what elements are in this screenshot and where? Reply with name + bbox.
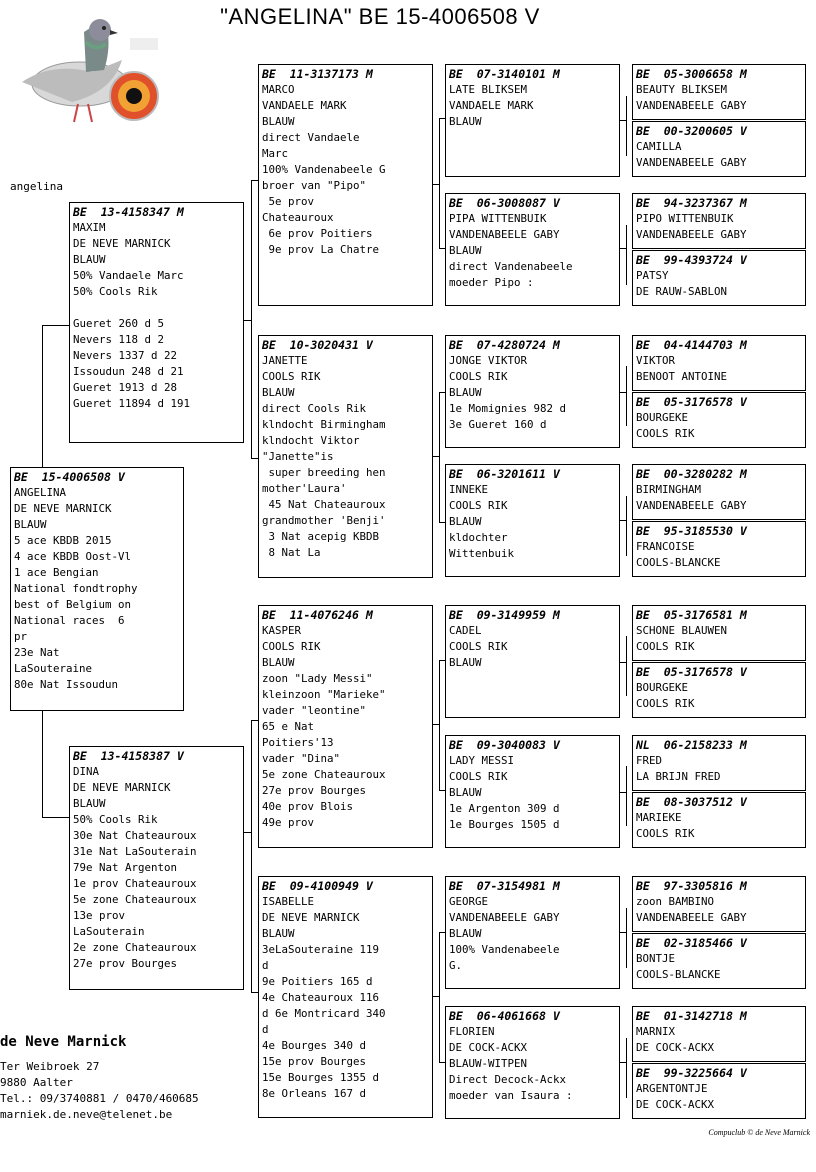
pedigree-line: 9e Poitiers 165 d bbox=[262, 975, 373, 988]
pedigree-line: National races 6 bbox=[14, 614, 125, 627]
ring-number: BE 07-3140101 M bbox=[449, 67, 560, 81]
pedigree-line: 1e Bourges 1505 d bbox=[449, 818, 560, 831]
father-card[interactable] bbox=[69, 202, 244, 443]
pedigree-line: d bbox=[262, 959, 269, 972]
great-grandparent-card[interactable] bbox=[445, 335, 620, 448]
great-grandparent-card[interactable] bbox=[445, 876, 620, 989]
pedigree-line: 1e Momignies 982 d bbox=[449, 402, 567, 415]
ring-number: BE 06-3201611 V bbox=[449, 467, 560, 481]
pigeon-name: CADEL bbox=[449, 624, 482, 637]
ring-number: BE 99-4393724 V bbox=[636, 253, 747, 267]
pigeon-name: MARIEKE bbox=[636, 811, 682, 824]
nickname-label: angelina bbox=[10, 180, 63, 193]
ring-number: BE 09-3149959 M bbox=[449, 608, 560, 622]
pedigree-line: 3eLaSouteraine 119 bbox=[262, 943, 380, 956]
pedigree-line: VANDAELE MARK bbox=[262, 99, 347, 112]
pigeon-name: MARNIX bbox=[636, 1025, 676, 1038]
gg-grandparent-card[interactable] bbox=[632, 605, 806, 661]
pedigree-line: VANDENABEELE GABY bbox=[636, 98, 747, 112]
pedigree-line: VANDAELE MARK bbox=[449, 99, 534, 112]
pedigree-line: Gueret 1913 d 28 bbox=[73, 381, 178, 394]
pigeon-name: CAMILLA bbox=[636, 140, 682, 153]
gg-grandparent-card[interactable] bbox=[632, 1063, 806, 1119]
pedigree-line: 1e Argenton 309 d bbox=[449, 802, 560, 815]
pedigree-line: d 6e Montricard 340 bbox=[262, 1007, 386, 1020]
pedigree-line: DE COCK-ACKX bbox=[449, 1041, 528, 1054]
pedigree-line: 8 Nat La bbox=[262, 546, 321, 559]
sire-line-grandfather-card[interactable] bbox=[258, 64, 433, 306]
pigeon-name: ARGENTONTJE bbox=[636, 1082, 708, 1095]
ring-number: BE 00-3280282 M bbox=[636, 467, 747, 481]
ring-number: BE 99-3225664 V bbox=[636, 1066, 747, 1080]
gg-grandparent-card[interactable] bbox=[632, 933, 806, 989]
pedigree-line: 4e Chateauroux 116 bbox=[262, 991, 380, 1004]
pigeon-name: JONGE VIKTOR bbox=[449, 354, 528, 367]
pigeon-name: MARCO bbox=[262, 83, 295, 96]
pedigree-line: 65 e Nat bbox=[262, 720, 315, 733]
pedigree-line: COOLS-BLANCKE bbox=[636, 555, 721, 569]
gg-grandparent-card[interactable] bbox=[632, 464, 806, 520]
pedigree-line: 5 ace KBDB 2015 bbox=[14, 534, 112, 547]
ring-number: BE 05-3176578 V bbox=[636, 665, 747, 679]
pedigree-line: National fondtrophy bbox=[14, 582, 138, 595]
ring-number: BE 01-3142718 M bbox=[636, 1009, 747, 1023]
ring-number: NL 06-2158233 M bbox=[636, 738, 747, 752]
pedigree-line: VANDENABEELE GABY bbox=[636, 227, 747, 241]
pedigree-line: kldochter bbox=[449, 531, 508, 544]
pedigree-line: Direct Decock-Ackx bbox=[449, 1073, 567, 1086]
pedigree-line: 3 Nat acepig KBDB bbox=[262, 530, 380, 543]
pedigree-line: BENOOT ANTOINE bbox=[636, 369, 728, 383]
pedigree-line: 27e prov Bourges bbox=[73, 957, 178, 970]
pedigree-line: klndocht Viktor bbox=[262, 434, 360, 447]
pedigree-line: 6e prov Poitiers bbox=[262, 227, 373, 240]
ring-number: BE 05-3006658 M bbox=[636, 67, 747, 81]
gg-grandparent-card[interactable] bbox=[632, 193, 806, 249]
pedigree-line: 8e Orleans 167 d bbox=[262, 1087, 367, 1100]
ring-number: BE 05-3176578 V bbox=[636, 395, 747, 409]
pedigree-line: BLAUW bbox=[449, 786, 482, 799]
pigeon-name: BOURGEKE bbox=[636, 681, 689, 694]
ring-number: BE 07-3154981 M bbox=[449, 879, 560, 893]
pedigree-line: 80e Nat Issoudun bbox=[14, 678, 119, 691]
pigeon-name: VIKTOR bbox=[636, 354, 676, 367]
pedigree-line: 1 ace Bengian bbox=[14, 566, 99, 579]
pedigree-line: COOLS RIK bbox=[636, 826, 695, 840]
pedigree-line: COOLS RIK bbox=[449, 640, 508, 653]
pedigree-line: COOLS RIK bbox=[449, 499, 508, 512]
ring-number: BE 11-3137173 M bbox=[262, 67, 373, 81]
pedigree-line: best of Belgium on bbox=[14, 598, 132, 611]
ring-number: BE 07-4280724 M bbox=[449, 338, 560, 352]
pedigree-line: pr bbox=[14, 630, 28, 643]
pedigree-line: 2e zone Chateauroux bbox=[73, 941, 197, 954]
ring-number: BE 95-3185530 V bbox=[636, 524, 747, 538]
pedigree-line: DE NEVE MARNICK bbox=[73, 781, 171, 794]
mother-card[interactable] bbox=[69, 746, 244, 990]
gg-grandparent-card[interactable] bbox=[632, 392, 806, 448]
ring-number: BE 15-4006508 V bbox=[14, 470, 125, 484]
pedigree-line: DE RAUW-SABLON bbox=[636, 284, 728, 298]
ring-number: BE 13-4158347 M bbox=[73, 205, 184, 219]
pedigree-line: Gueret 11894 d 191 bbox=[73, 397, 191, 410]
pigeon-name: DINA bbox=[73, 765, 100, 778]
pedigree-line: COOLS RIK bbox=[262, 370, 321, 383]
dam-line-grandfather-card[interactable] bbox=[258, 605, 433, 848]
pedigree-line: Chateauroux bbox=[262, 211, 334, 224]
pedigree-line: BLAUW bbox=[449, 656, 482, 669]
gg-grandparent-card[interactable] bbox=[632, 335, 806, 391]
pedigree-line: broer van "Pipo" bbox=[262, 179, 367, 192]
gg-grandparent-card[interactable] bbox=[632, 1006, 806, 1062]
pedigree-line: Wittenbuik bbox=[449, 547, 515, 560]
ring-number: BE 11-4076246 M bbox=[262, 608, 373, 622]
pedigree-line: BLAUW bbox=[449, 515, 482, 528]
ring-number: BE 09-3040083 V bbox=[449, 738, 560, 752]
pigeon-name: BONTJE bbox=[636, 952, 676, 965]
pedigree-line: BLAUW bbox=[449, 927, 482, 940]
pedigree-line: COOLS RIK bbox=[636, 639, 695, 653]
pedigree-line: VANDENABEELE GABY bbox=[449, 911, 560, 924]
pedigree-line: VANDENABEELE GABY bbox=[449, 228, 560, 241]
pedigree-line: 3e Gueret 160 d bbox=[449, 418, 547, 431]
pigeon-name: PIPA WITTENBUIK bbox=[449, 212, 547, 225]
pedigree-line: mother'Laura' bbox=[262, 482, 347, 495]
pedigree-line: 13e prov bbox=[73, 909, 126, 922]
pedigree-line: BLAUW bbox=[449, 115, 482, 128]
dam-line-grandmother-card[interactable] bbox=[258, 876, 433, 1118]
gg-grandparent-card[interactable] bbox=[632, 876, 806, 932]
pedigree-line: Nevers 1337 d 22 bbox=[73, 349, 178, 362]
pedigree-line: DE NEVE MARNICK bbox=[73, 237, 171, 250]
footer-credit: Compuclub © de Neve Marnick bbox=[708, 1128, 810, 1137]
ring-number: BE 97-3305816 M bbox=[636, 879, 747, 893]
pedigree-line: DE COCK-ACKX bbox=[636, 1097, 715, 1111]
subject-card[interactable] bbox=[10, 467, 184, 711]
pedigree-line: COOLS RIK bbox=[449, 770, 508, 783]
pedigree-line: 50% Cools Rik bbox=[73, 285, 158, 298]
pedigree-line: 15e prov Bourges bbox=[262, 1055, 367, 1068]
pigeon-name: JANETTE bbox=[262, 354, 308, 367]
pedigree-line: 40e prov Blois bbox=[262, 800, 354, 813]
pedigree-line: moeder Pipo : bbox=[449, 276, 534, 289]
pedigree-line: 5e prov bbox=[262, 195, 315, 208]
pedigree-line: Issoudun 248 d 21 bbox=[73, 365, 184, 378]
pigeon-name: PIPO WITTENBUIK bbox=[636, 212, 734, 225]
pigeon-logo bbox=[12, 12, 162, 130]
pedigree-line: vader "Dina" bbox=[262, 752, 341, 765]
pedigree-line: 1e prov Chateauroux bbox=[73, 877, 197, 890]
pedigree-line: DE NEVE MARNICK bbox=[14, 502, 112, 515]
ring-number: BE 06-4061668 V bbox=[449, 1009, 560, 1023]
gg-grandparent-card[interactable] bbox=[632, 250, 806, 306]
pedigree-line: BLAUW bbox=[14, 518, 47, 531]
gg-grandparent-card[interactable] bbox=[632, 735, 806, 791]
pigeon-name: LADY MESSI bbox=[449, 754, 515, 767]
pedigree-line: kleinzoon "Marieke" bbox=[262, 688, 386, 701]
owner-name: de Neve Marnick bbox=[0, 1034, 127, 1050]
pedigree-line: LaSouterain bbox=[73, 925, 145, 938]
pedigree-line: 4 ace KBDB Oost-Vl bbox=[14, 550, 132, 563]
gg-grandparent-card[interactable] bbox=[632, 121, 806, 177]
ring-number: BE 94-3237367 M bbox=[636, 196, 747, 210]
ring-number: BE 02-3185466 V bbox=[636, 936, 747, 950]
owner-phone: Tel.: 09/3740881 / 0470/460685 bbox=[0, 1092, 199, 1105]
ring-number: BE 10-3020431 V bbox=[262, 338, 373, 352]
pedigree-line: 50% Vandaele Marc bbox=[73, 269, 184, 282]
pedigree-line: COOLS RIK bbox=[262, 640, 321, 653]
pigeon-name: LATE BLIKSEM bbox=[449, 83, 528, 96]
ring-number: BE 04-4144703 M bbox=[636, 338, 747, 352]
pedigree-line: COOLS RIK bbox=[449, 370, 508, 383]
pedigree-line: "Janette"is bbox=[262, 450, 334, 463]
pedigree-line: BLAUW bbox=[262, 656, 295, 669]
pedigree-line: BLAUW bbox=[262, 386, 295, 399]
pedigree-line: 27e prov Bourges bbox=[262, 784, 367, 797]
gg-grandparent-card[interactable] bbox=[632, 521, 806, 577]
great-grandparent-card[interactable] bbox=[445, 735, 620, 848]
pedigree-line: BLAUW bbox=[73, 253, 106, 266]
pedigree-line: zoon "Lady Messi" bbox=[262, 672, 373, 685]
pedigree-line: 79e Nat Argenton bbox=[73, 861, 178, 874]
pedigree-line: klndocht Birmingham bbox=[262, 418, 386, 431]
pigeon-name: SCHONE BLAUWEN bbox=[636, 624, 728, 637]
pedigree-line: VANDENABEELE GABY bbox=[636, 155, 747, 169]
pigeon-name: FRED bbox=[636, 754, 663, 767]
ring-number: BE 13-4158387 V bbox=[73, 749, 184, 763]
gg-grandparent-card[interactable] bbox=[632, 792, 806, 848]
owner-street: Ter Weibroek 27 bbox=[0, 1060, 100, 1073]
ring-number: BE 00-3200605 V bbox=[636, 124, 747, 138]
pigeon-name: ANGELINA bbox=[14, 486, 67, 499]
pedigree-line: Poitiers'13 bbox=[262, 736, 334, 749]
pedigree-line: 5e zone Chateauroux bbox=[73, 893, 197, 906]
pedigree-line: direct Vandaele bbox=[262, 131, 360, 144]
great-grandparent-card[interactable] bbox=[445, 464, 620, 577]
pigeon-name: BEAUTY BLIKSEM bbox=[636, 83, 728, 96]
pedigree-line: grandmother 'Benji' bbox=[262, 514, 386, 527]
pedigree-line bbox=[73, 300, 240, 316]
pedigree-line: 100% Vandenabeele G bbox=[262, 163, 386, 176]
pedigree-line: BLAUW-WITPEN bbox=[449, 1057, 528, 1070]
ring-number: BE 05-3176581 M bbox=[636, 608, 747, 622]
pedigree-line: Gueret 260 d 5 bbox=[73, 317, 165, 330]
pedigree-line: d bbox=[262, 1023, 269, 1036]
pedigree-line: 100% Vandenabeele bbox=[449, 943, 560, 956]
pedigree-line: super breeding hen bbox=[262, 466, 386, 479]
great-grandparent-card[interactable] bbox=[445, 605, 620, 718]
pigeon-name: BIRMINGHAM bbox=[636, 483, 702, 496]
gg-grandparent-card[interactable] bbox=[632, 662, 806, 718]
pigeon-name: PATSY bbox=[636, 269, 669, 282]
pigeon-name: MAXIM bbox=[73, 221, 106, 234]
pedigree-line: BLAUW bbox=[262, 115, 295, 128]
pedigree-line: DE NEVE MARNICK bbox=[262, 911, 360, 924]
pedigree-line: VANDENABEELE GABY bbox=[636, 498, 747, 512]
pedigree-line: moeder van Isaura : bbox=[449, 1089, 573, 1102]
pigeon-name: ISABELLE bbox=[262, 895, 315, 908]
pedigree-line: BLAUW bbox=[262, 927, 295, 940]
gg-grandparent-card[interactable] bbox=[632, 64, 806, 120]
pigeon-name: BOURGEKE bbox=[636, 411, 689, 424]
ring-number: BE 06-3008087 V bbox=[449, 196, 560, 210]
pedigree-line: BLAUW bbox=[449, 244, 482, 257]
pedigree-line: 49e prov bbox=[262, 816, 315, 829]
pedigree-line: BLAUW bbox=[449, 386, 482, 399]
pedigree-line: 23e Nat bbox=[14, 646, 60, 659]
pedigree-line: LA BRIJN FRED bbox=[636, 769, 721, 783]
pedigree-line: DE COCK-ACKX bbox=[636, 1040, 715, 1054]
pedigree-line: Nevers 118 d 2 bbox=[73, 333, 165, 346]
pedigree-line: VANDENABEELE GABY bbox=[636, 910, 747, 924]
pedigree-line: vader "leontine" bbox=[262, 704, 367, 717]
pigeon-name: zoon BAMBINO bbox=[636, 895, 715, 908]
pedigree-line: 9e prov La Chatre bbox=[262, 243, 380, 256]
pedigree-line: 5e zone Chateauroux bbox=[262, 768, 386, 781]
pigeon-name: FRANCOISE bbox=[636, 540, 695, 553]
pigeon-name: GEORGE bbox=[449, 895, 489, 908]
pigeon-name: FLORIEN bbox=[449, 1025, 495, 1038]
ring-number: BE 09-4100949 V bbox=[262, 879, 373, 893]
pedigree-line: LaSouteraine bbox=[14, 662, 93, 675]
pedigree-line: 30e Nat Chateauroux bbox=[73, 829, 197, 842]
pedigree-line: direct Cools Rik bbox=[262, 402, 367, 415]
pedigree-line: 31e Nat LaSouterain bbox=[73, 845, 197, 858]
pedigree-line: Marc bbox=[262, 147, 289, 160]
pedigree-line: 4e Bourges 340 d bbox=[262, 1039, 367, 1052]
pedigree-line: 15e Bourges 1355 d bbox=[262, 1071, 380, 1084]
pigeon-name: KASPER bbox=[262, 624, 302, 637]
pedigree-line: BLAUW bbox=[73, 797, 106, 810]
owner-city: 9880 Aalter bbox=[0, 1076, 73, 1089]
ring-number: BE 08-3037512 V bbox=[636, 795, 747, 809]
owner-email[interactable]: marniek.de.neve@telenet.be bbox=[0, 1108, 173, 1121]
pedigree-line: direct Vandenabeele bbox=[449, 260, 573, 273]
pedigree-line: G. bbox=[449, 959, 463, 972]
great-grandparent-card[interactable] bbox=[445, 1006, 620, 1119]
pigeon-name: INNEKE bbox=[449, 483, 489, 496]
pedigree-line: 50% Cools Rik bbox=[73, 813, 158, 826]
pedigree-line: COOLS RIK bbox=[636, 426, 695, 440]
pedigree-line: COOLS-BLANCKE bbox=[636, 967, 721, 981]
sire-line-grandmother-card[interactable] bbox=[258, 335, 433, 578]
great-grandparent-card[interactable] bbox=[445, 193, 620, 306]
page-title: "ANGELINA" BE 15-4006508 V bbox=[220, 4, 540, 29]
pedigree-line: COOLS RIK bbox=[636, 696, 695, 710]
great-grandparent-card[interactable] bbox=[445, 64, 620, 177]
pedigree-line: 45 Nat Chateauroux bbox=[262, 498, 386, 511]
